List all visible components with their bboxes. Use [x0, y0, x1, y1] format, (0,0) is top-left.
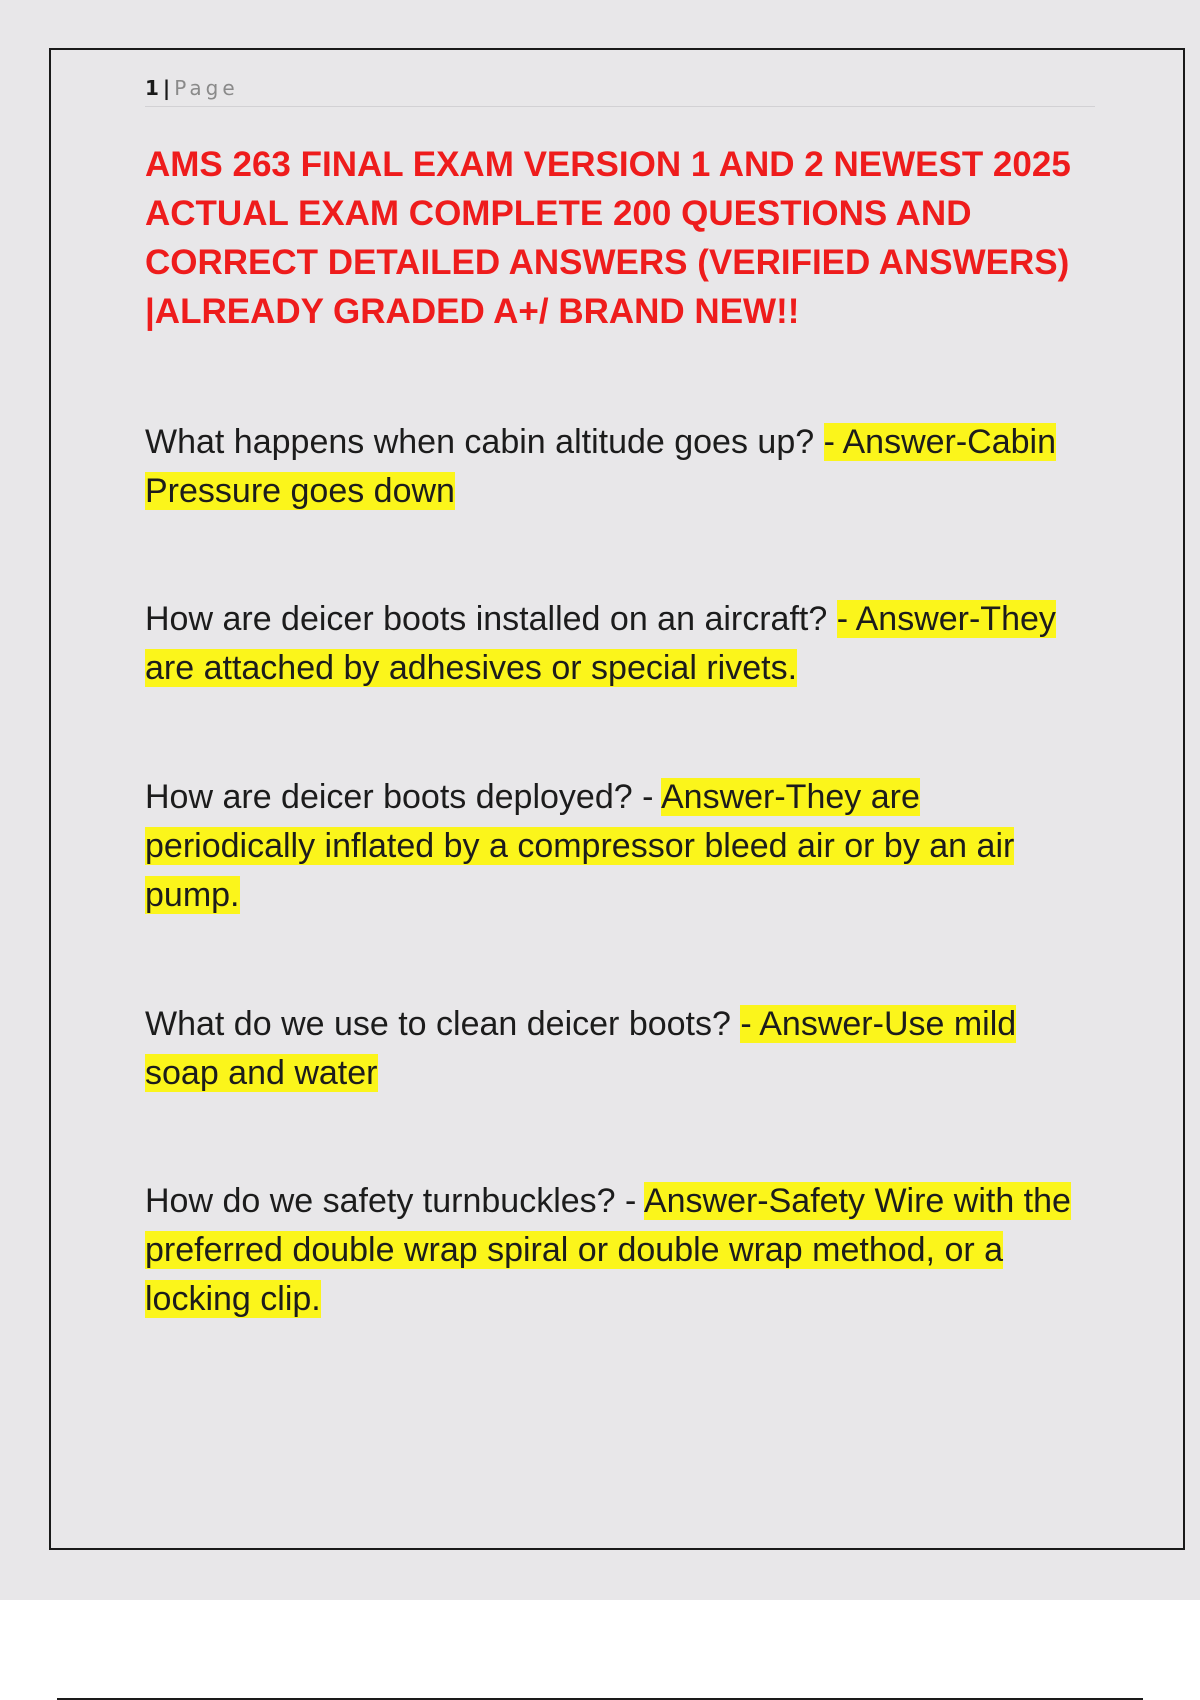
answer-text: Answer-Safety Wire with the preferred double wrap spiral or double wrap method, or a locking clip.	[145, 1182, 1071, 1318]
question-text: How are deicer boots installed on an aircraft?	[145, 600, 837, 638]
question-text: What happens when cabin altitude goes up?	[145, 423, 824, 461]
question-text: How are deicer boots deployed? -	[145, 778, 661, 816]
qa-item	[145, 595, 1085, 693]
qa-item	[145, 773, 1085, 920]
qa-item	[145, 1177, 1085, 1324]
document-title: AMS 263 FINAL EXAM VERSION 1 AND 2 NEWEST 2025 ACTUAL EXAM COMPLETE 200 QUESTIONS AND CORRECT DETAILED ANSWERS (VERIFIED ANSWERS) |ALREADY GRADED A+/ BRAND NEW!!	[145, 145, 1071, 331]
question-text: What do we use to clean deicer boots?	[145, 1005, 741, 1043]
page-label: Page	[174, 76, 239, 100]
question-text: How do we safety turnbuckles? -	[145, 1182, 644, 1220]
answer-text: - Answer-Use mild soap and water	[145, 1005, 1017, 1092]
answer-text: - Answer-They are attached by adhesives or special rivets.	[145, 600, 1056, 687]
page-header	[145, 74, 1095, 107]
page-separator: |	[162, 76, 171, 100]
qa-item	[145, 1000, 1085, 1098]
qa-item	[145, 418, 1085, 516]
page-number: 1	[145, 76, 159, 100]
answer-text: - Answer-Cabin Pressure goes down	[145, 423, 1057, 510]
answer-text: Answer-They are periodically inflated by a compressor bleed air or by an air pump.	[145, 778, 1015, 914]
